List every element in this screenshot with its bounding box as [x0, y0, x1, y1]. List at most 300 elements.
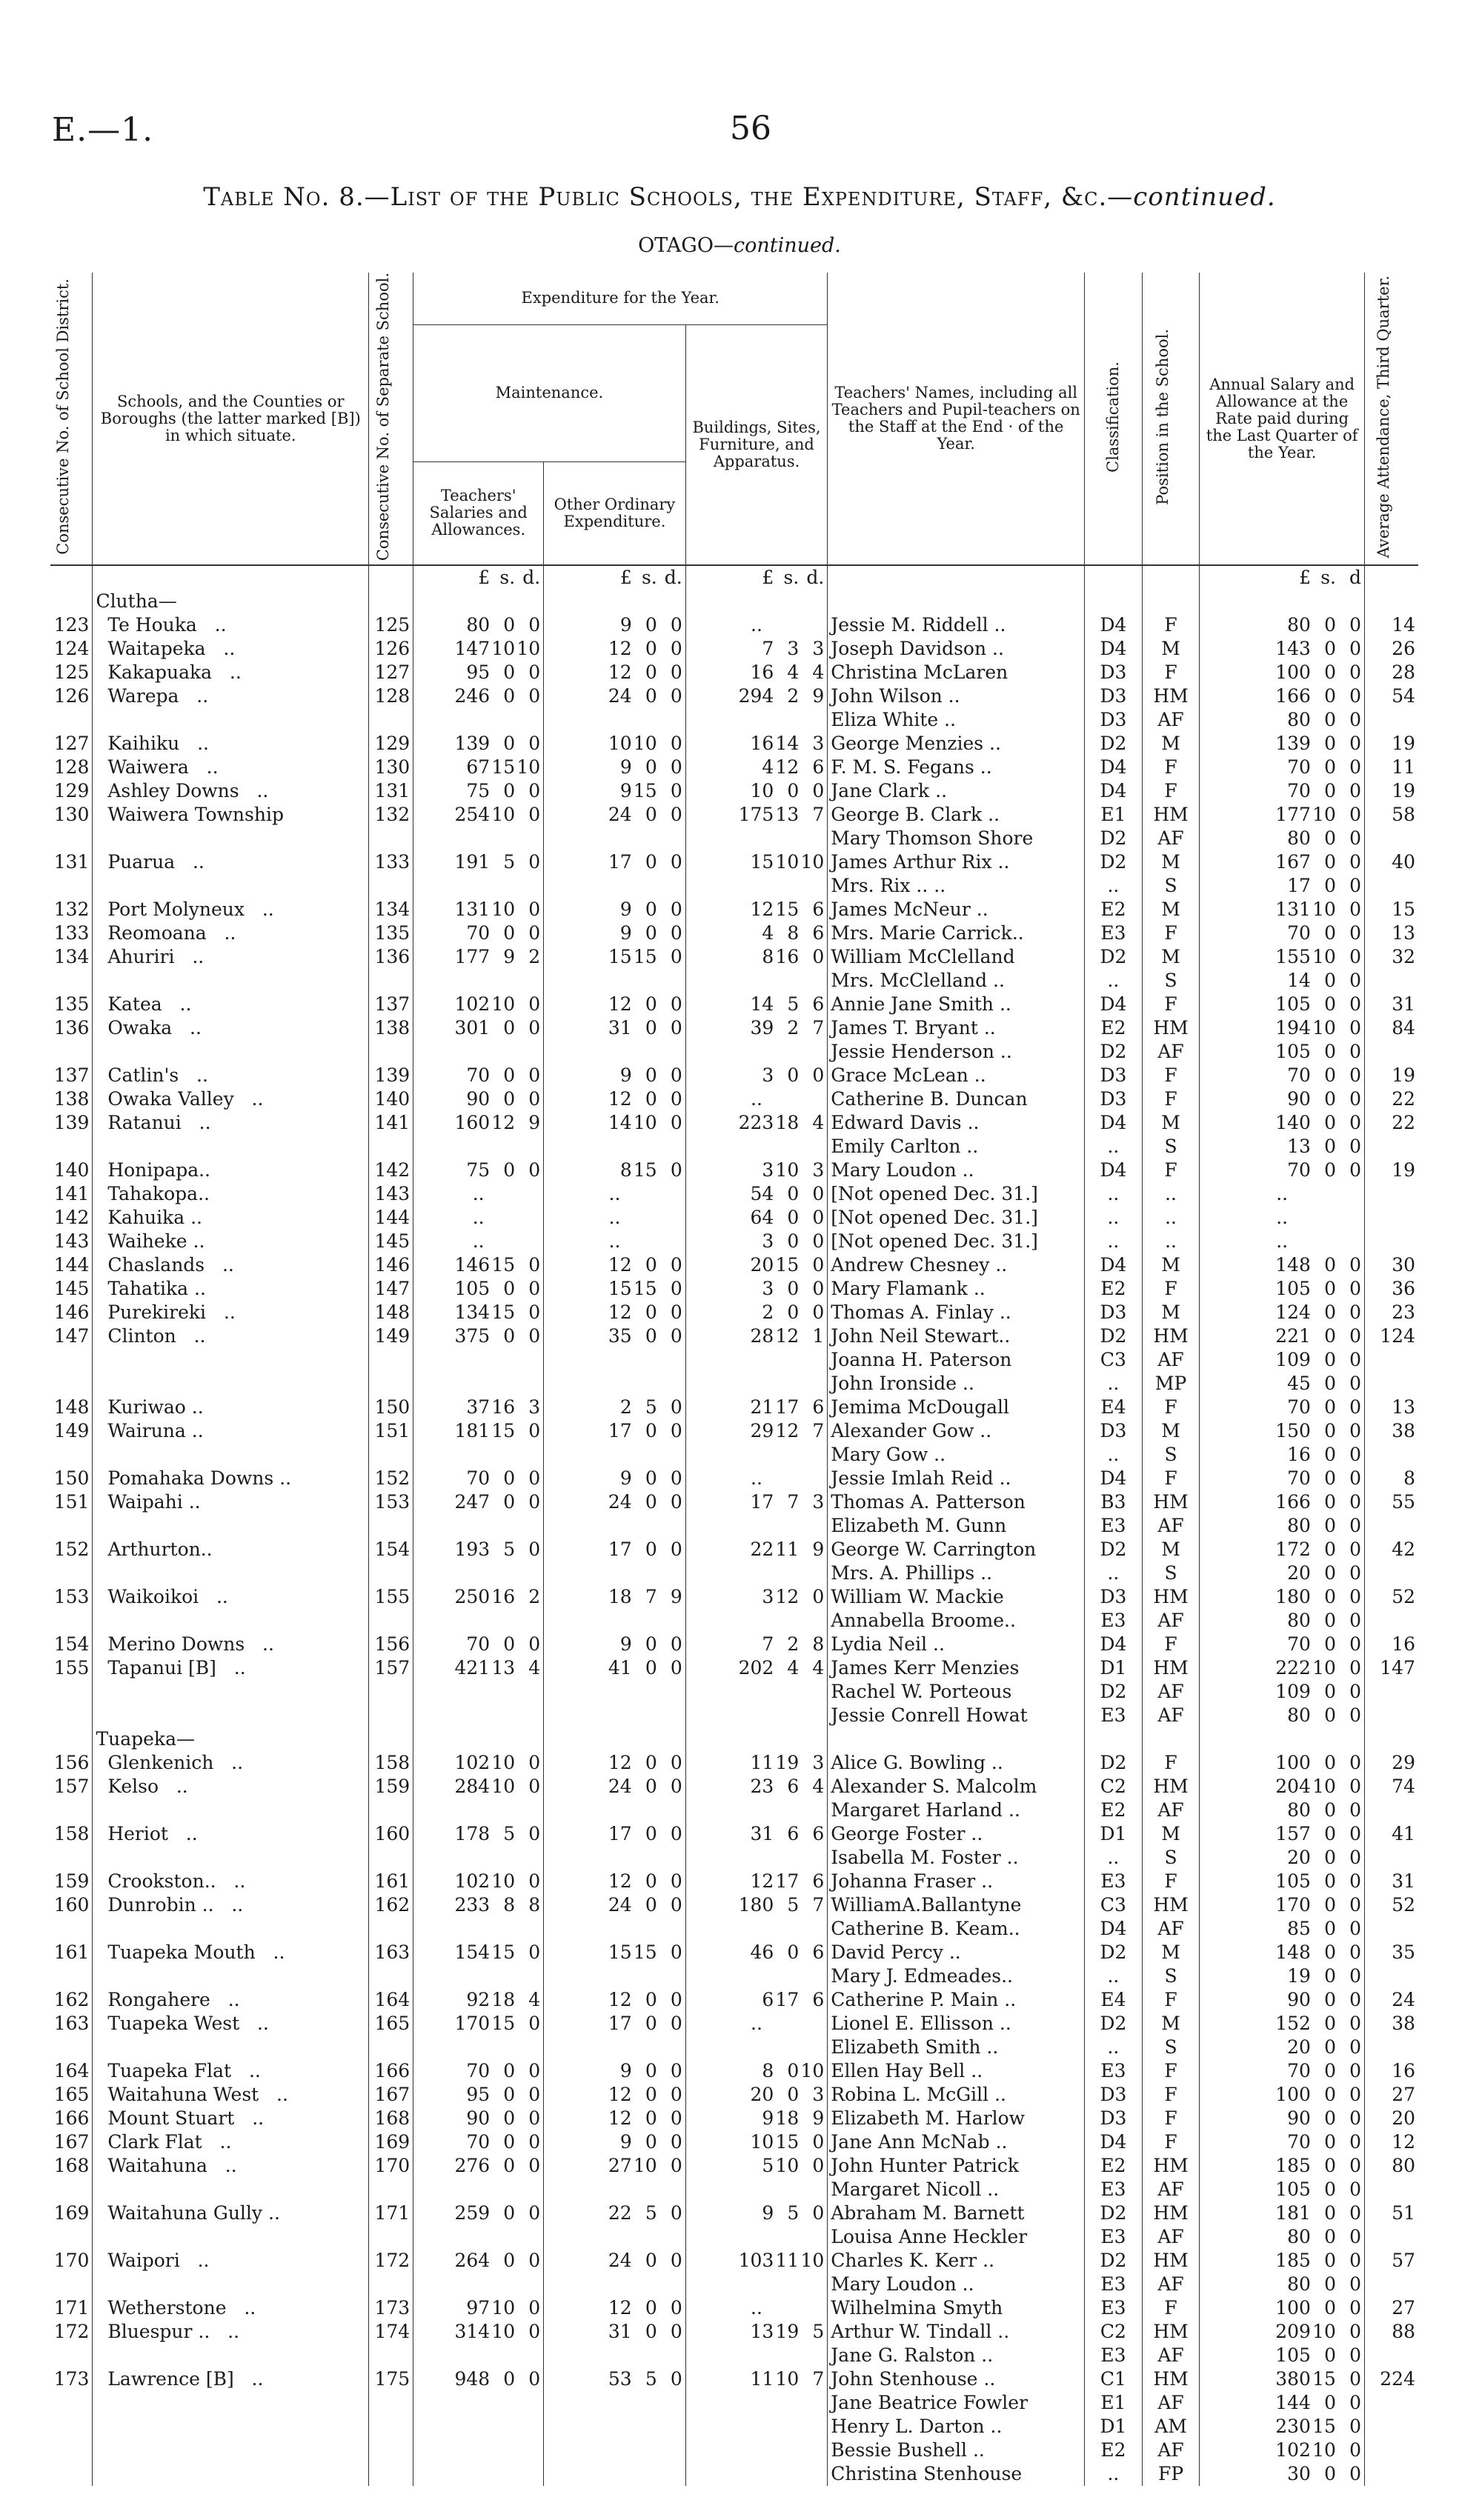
classification: C2: [1085, 1775, 1143, 1799]
shillings: 17: [775, 1989, 800, 2011]
pounds: 16: [750, 661, 774, 684]
other-expenditure: [544, 708, 686, 732]
shillings: 15: [633, 1278, 657, 1300]
teachers-salaries: [413, 921, 544, 945]
other-expenditure: [544, 2391, 686, 2415]
shillings: 0: [503, 1088, 516, 1110]
position: F: [1142, 1064, 1200, 1087]
other-expenditure: [544, 1301, 686, 1324]
average-attendance: [1364, 1040, 1418, 1064]
classification: D4: [1085, 1253, 1143, 1277]
shillings: 14: [775, 733, 800, 755]
buildings-expenditure: [685, 1656, 828, 1680]
district-no: 171: [50, 2296, 93, 2320]
table-row: [50, 1585, 1418, 1609]
money-amount: [1203, 1538, 1361, 1561]
money-amount: [547, 945, 682, 969]
shillings: 0: [645, 2321, 657, 2343]
pounds: 17: [608, 1823, 632, 1845]
pounds: 109: [1275, 1349, 1311, 1371]
pence: 0: [812, 2202, 825, 2224]
shillings: 5: [787, 1894, 800, 1916]
table-row: [50, 2201, 1418, 2225]
money-amount: [416, 1538, 540, 1561]
shillings: 0: [645, 1064, 657, 1087]
shillings: 0: [787, 2060, 800, 2082]
pounds: 70: [466, 1633, 491, 1656]
teacher-name: Andrew Chesney ..: [828, 1253, 1085, 1277]
separate-school-no: 136: [369, 945, 413, 969]
table-row: [50, 1396, 1418, 1419]
position: F: [1142, 2083, 1200, 2107]
money-amount: [416, 1396, 540, 1419]
shillings: 8: [503, 1894, 516, 1916]
district-no: 131: [50, 850, 93, 874]
pence: 0: [528, 1159, 541, 1181]
pounds: 16: [1287, 1444, 1311, 1466]
teacher-name: Louisa Anne Heckler: [828, 2225, 1085, 2249]
average-attendance: [1364, 2273, 1418, 2296]
shillings: 3: [787, 638, 800, 660]
other-expenditure: ..: [544, 1230, 686, 1253]
money-amount: [689, 1111, 825, 1135]
average-attendance: 52: [1392, 1586, 1415, 1608]
classification: E2: [1085, 2154, 1143, 2178]
pounds: 4: [762, 922, 774, 944]
empty-cell: [50, 565, 93, 590]
shillings: 0: [645, 2060, 657, 2082]
classification: D1: [1085, 1656, 1143, 1680]
pounds: 124: [1275, 1301, 1311, 1324]
pounds: 67: [466, 756, 491, 779]
average-attendance: 27: [1392, 2084, 1415, 2106]
buildings-expenditure: [685, 2036, 828, 2059]
school-name: Waipahi ..: [93, 1490, 369, 1514]
teacher-name: John Ironside ..: [828, 1372, 1085, 1396]
shillings: 12: [775, 756, 800, 779]
annual-salary: [1200, 1704, 1365, 1727]
pounds: 70: [1287, 2060, 1311, 2082]
teachers-salaries: [413, 993, 544, 1016]
annual-salary: ..: [1200, 1206, 1365, 1230]
shillings: 0: [1324, 2297, 1336, 2319]
money-amount: [416, 1467, 540, 1490]
table-row-continuation: [50, 2415, 1418, 2439]
other-expenditure: [544, 2225, 686, 2249]
classification: D2: [1085, 732, 1143, 756]
classification: E2: [1085, 898, 1143, 921]
pounds: 150: [1275, 1420, 1311, 1442]
position: S: [1142, 2036, 1200, 2059]
money-amount: [547, 2154, 682, 2178]
shillings: 0: [645, 1467, 657, 1490]
shillings: 0: [1324, 1349, 1336, 1371]
separate-school-no: 165: [369, 2012, 413, 2036]
pence: 0: [670, 1989, 682, 2011]
pence: 10: [516, 756, 541, 779]
other-expenditure: [544, 2439, 686, 2462]
district-no: 140: [50, 1159, 93, 1182]
separate-school-no: [369, 2462, 413, 2486]
pounds: 247: [454, 1491, 491, 1513]
shillings: 2: [787, 685, 800, 707]
table-row: [50, 661, 1418, 684]
average-attendance: 40: [1392, 851, 1415, 873]
pounds: 20: [1287, 2036, 1311, 2059]
pounds: 7: [762, 1633, 774, 1656]
pounds: 9: [619, 1633, 632, 1656]
table-row: [50, 1064, 1418, 1087]
teacher-name: Catherine B. Keam..: [828, 1917, 1085, 1941]
shillings: 0: [1324, 2155, 1336, 2177]
shillings: 0: [1324, 2226, 1336, 2248]
district-no: 173: [50, 2367, 93, 2391]
position: ..: [1142, 1230, 1200, 1253]
money-amount: [547, 637, 682, 661]
teacher-name: Jessie Imlah Reid ..: [828, 1467, 1085, 1490]
pounds: 12: [608, 2107, 632, 2130]
average-attendance: [1364, 1135, 1418, 1159]
pounds: 90: [1287, 1989, 1311, 2011]
district-no: [50, 1680, 93, 1704]
separate-school-no: 137: [369, 993, 413, 1016]
teachers-salaries: [413, 898, 544, 921]
separate-school-no: 167: [369, 2083, 413, 2107]
separate-school-no: 153: [369, 1490, 413, 1514]
pence: 6: [812, 1823, 825, 1845]
average-attendance: [1364, 2178, 1418, 2201]
position: HM: [1142, 1585, 1200, 1609]
pence: 4: [528, 1989, 541, 2011]
pounds: 80: [1287, 614, 1311, 636]
average-attendance: [1364, 2462, 1418, 2486]
pounds: 12: [608, 1870, 632, 1893]
pence: 0: [1349, 2463, 1361, 2485]
position: M: [1142, 732, 1200, 756]
money-amount: [416, 684, 540, 708]
money-amount: [416, 566, 540, 590]
buildings-expenditure: [685, 1324, 828, 1348]
teacher-name: John Stenhouse ..: [828, 2367, 1085, 2391]
annual-salary: [1200, 1799, 1365, 1822]
shillings: 0: [645, 1420, 657, 1442]
buildings-expenditure: [685, 2344, 828, 2367]
other-expenditure: [544, 1016, 686, 1040]
other-expenditure: [544, 613, 686, 637]
annual-salary: [1200, 1846, 1365, 1870]
money-amount: [416, 1490, 540, 1514]
annual-salary: [1200, 1277, 1365, 1301]
position: AF: [1142, 2178, 1200, 2201]
average-attendance: 30: [1392, 1254, 1415, 1276]
pounds: 177: [454, 946, 491, 968]
money-amount: [1203, 2344, 1361, 2367]
table-row: [50, 2367, 1418, 2391]
teachers-salaries: [413, 1135, 544, 1159]
buildings-expenditure: [685, 732, 828, 756]
teachers-salaries: [413, 1561, 544, 1585]
other-expenditure: [544, 2178, 686, 2201]
buildings-expenditure: [685, 1135, 828, 1159]
other-expenditure: ..: [544, 1182, 686, 1206]
classification: E3: [1085, 2344, 1143, 2367]
position: HM: [1142, 1656, 1200, 1680]
pence: 0: [1349, 970, 1361, 992]
teacher-name: WilliamA.Ballantyne: [828, 1893, 1085, 1917]
pounds: 70: [1287, 1064, 1311, 1087]
shillings: 0: [1324, 1064, 1336, 1087]
money-amount: [547, 1064, 682, 1087]
teachers-salaries: [413, 2107, 544, 2130]
average-attendance: 41: [1392, 1823, 1415, 1845]
page-number: 56: [730, 110, 771, 147]
pence: 0: [670, 1017, 682, 1039]
pence: 0: [528, 1088, 541, 1110]
pence: 0: [528, 2084, 541, 2106]
district-no: 151: [50, 1490, 93, 1514]
pounds: 9: [762, 2107, 774, 2130]
shillings: 0: [503, 661, 516, 684]
shillings: 0: [503, 780, 516, 802]
separate-school-no: [369, 2273, 413, 2296]
separate-school-no: 131: [369, 779, 413, 803]
pence: 0: [670, 1112, 682, 1134]
money-amount: [416, 1419, 540, 1443]
average-attendance: [1364, 1799, 1418, 1822]
pounds: 105: [1275, 1870, 1311, 1893]
pence: 10: [800, 851, 825, 873]
other-expenditure: [544, 779, 686, 803]
classification: D4: [1085, 1633, 1143, 1656]
pounds: 421: [454, 1657, 491, 1679]
money-amount: [547, 1087, 682, 1111]
pounds: 20: [1287, 1847, 1311, 1869]
empty-cell: [50, 590, 93, 613]
pounds: 64: [750, 1207, 774, 1229]
separate-school-no: [369, 2439, 413, 2462]
pounds: 301: [454, 1017, 491, 1039]
shillings: 0: [1324, 1515, 1336, 1537]
pence: 0: [528, 2107, 541, 2130]
pence: 0: [528, 780, 541, 802]
pence: 0: [1349, 1870, 1361, 1893]
position: HM: [1142, 803, 1200, 827]
pence: 0: [1349, 709, 1361, 731]
position: M: [1142, 1941, 1200, 1964]
other-expenditure: [544, 2367, 686, 2391]
other-expenditure: [544, 2083, 686, 2107]
school-name: Tahakopa..: [93, 1182, 369, 1206]
money-amount: [689, 803, 825, 827]
other-expenditure: [544, 1609, 686, 1633]
teacher-name: Christina Stenhouse: [828, 2462, 1085, 2486]
district-no: 158: [50, 1822, 93, 1846]
annual-salary: [1200, 921, 1365, 945]
money-amount: [1203, 1324, 1361, 1348]
pounds: 80: [1287, 827, 1311, 850]
shillings: 0: [1324, 1420, 1336, 1442]
average-attendance: [1364, 2344, 1418, 2367]
other-expenditure: [544, 921, 686, 945]
teacher-name: Jane Beatrice Fowler: [828, 2391, 1085, 2415]
average-attendance: [1364, 2439, 1418, 2462]
classification: D3: [1085, 2107, 1143, 2130]
shillings: 0: [1324, 1301, 1336, 1324]
average-attendance: [1364, 1704, 1418, 1727]
shillings: 0: [1324, 827, 1336, 850]
district-no: [50, 1561, 93, 1585]
pounds: 53: [608, 2368, 632, 2390]
teacher-name: Mrs. A. Phillips ..: [828, 1561, 1085, 1585]
buildings-expenditure: [685, 1253, 828, 1277]
classification: D1: [1085, 1822, 1143, 1846]
shillings: 0: [1324, 970, 1336, 992]
buildings-expenditure: [685, 2249, 828, 2273]
district-no: 170: [50, 2249, 93, 2273]
separate-school-no: 169: [369, 2130, 413, 2154]
annual-salary: [1200, 1490, 1365, 1514]
school-name: Catlin's ..: [93, 1064, 369, 1087]
teachers-salaries: [413, 2439, 544, 2462]
classification: D4: [1085, 1917, 1143, 1941]
pounds: 166: [1275, 685, 1311, 707]
pounds: 246: [454, 685, 491, 707]
classification: D2: [1085, 1941, 1143, 1964]
pence: 0: [1349, 1562, 1361, 1584]
pounds: £: [762, 567, 774, 589]
school-name: [93, 708, 369, 732]
money-amount: [1203, 2130, 1361, 2154]
pence: 0: [670, 946, 682, 968]
classification: ..: [1085, 1135, 1143, 1159]
empty-cell: [1364, 565, 1418, 590]
shillings: 0: [503, 1159, 516, 1181]
position: AF: [1142, 1799, 1200, 1822]
money-amount: [1203, 921, 1361, 945]
pounds: 18: [608, 1586, 632, 1608]
district-no: 130: [50, 803, 93, 827]
separate-school-no: [369, 1609, 413, 1633]
units-row: [50, 565, 1418, 590]
pence: 0: [670, 1941, 682, 1964]
pence: 0: [1349, 1396, 1361, 1419]
pence: 0: [670, 733, 682, 755]
position: F: [1142, 2130, 1200, 2154]
pence: 0: [670, 1159, 682, 1181]
pence: 0: [1349, 1136, 1361, 1158]
pounds: 102: [1275, 2439, 1311, 2461]
position: M: [1142, 2012, 1200, 2036]
buildings-expenditure: [685, 1680, 828, 1704]
teachers-salaries: [413, 2296, 544, 2320]
teacher-name: Mary J. Edmeades..: [828, 1964, 1085, 1988]
pounds: 3: [762, 1586, 774, 1608]
pounds: 105: [1275, 2179, 1311, 2201]
separate-school-no: 140: [369, 1087, 413, 1111]
shillings: 10: [491, 2321, 516, 2343]
empty-cell: [828, 565, 1085, 590]
money-amount: [416, 1633, 540, 1656]
caption-suffix: continued.: [1133, 182, 1276, 212]
other-expenditure: [544, 2012, 686, 2036]
buildings-expenditure: [685, 1396, 828, 1419]
money-amount: [1203, 1846, 1361, 1870]
money-amount: [689, 1585, 825, 1609]
table-row-continuation: [50, 827, 1418, 850]
pounds: 11: [750, 1752, 774, 1774]
pence: 0: [812, 1586, 825, 1608]
other-expenditure: [544, 1680, 686, 1704]
money-amount: [1203, 1822, 1361, 1846]
classification: E3: [1085, 1609, 1143, 1633]
money-amount: [1203, 1040, 1361, 1064]
teacher-name: Thomas A. Patterson: [828, 1490, 1085, 1514]
shillings: 10: [1312, 1776, 1336, 1798]
pence: 6: [812, 993, 825, 1016]
pence: 0: [1349, 1776, 1361, 1798]
money-amount: [547, 732, 682, 756]
shillings: 0: [787, 1064, 800, 1087]
position: HM: [1142, 1016, 1200, 1040]
separate-school-no: 146: [369, 1253, 413, 1277]
shillings: 0: [1324, 1325, 1336, 1347]
school-name: [93, 1917, 369, 1941]
pence: 0: [812, 946, 825, 968]
money-amount: [547, 1159, 682, 1182]
money-amount: [689, 1941, 825, 1964]
pence: 0: [528, 2155, 541, 2177]
pence: 0: [670, 2013, 682, 2035]
money-amount: [1203, 2107, 1361, 2130]
teacher-name: Catherine P. Main ..: [828, 1988, 1085, 2012]
district-no: [50, 1040, 93, 1064]
pence: 0: [1349, 2344, 1361, 2367]
pence: 9: [812, 2107, 825, 2130]
other-expenditure: [544, 661, 686, 684]
pounds: 100: [1275, 2084, 1311, 2106]
pounds: 166: [1275, 1491, 1311, 1513]
classification: D2: [1085, 1324, 1143, 1348]
other-expenditure: [544, 637, 686, 661]
pounds: 24: [608, 685, 632, 707]
money-amount: [547, 1870, 682, 1893]
pounds: 284: [454, 1776, 491, 1798]
pence: 0: [1349, 1918, 1361, 1940]
separate-school-no: 155: [369, 1585, 413, 1609]
pounds: 175: [738, 804, 774, 826]
pounds: 70: [1287, 1159, 1311, 1181]
money-amount: [689, 993, 825, 1016]
shillings: s.: [783, 567, 800, 589]
table-row: [50, 1893, 1418, 1917]
shillings: 10: [633, 2155, 657, 2177]
money-amount: [689, 1277, 825, 1301]
shillings: 0: [503, 1278, 516, 1300]
pence: 7: [812, 1017, 825, 1039]
pence: 10: [516, 638, 541, 660]
pounds: 70: [1287, 922, 1311, 944]
classification: ..: [1085, 2462, 1143, 2486]
buildings-expenditure: ..: [685, 613, 828, 637]
header-maintenance: Maintenance.: [413, 324, 686, 461]
buildings-expenditure: [685, 1490, 828, 1514]
annual-salary: [1200, 613, 1365, 637]
average-attendance: 29: [1392, 1752, 1415, 1774]
pounds: 12: [608, 2084, 632, 2106]
money-amount: [416, 2083, 540, 2107]
money-amount: [547, 2320, 682, 2344]
classification: E3: [1085, 2178, 1143, 2201]
